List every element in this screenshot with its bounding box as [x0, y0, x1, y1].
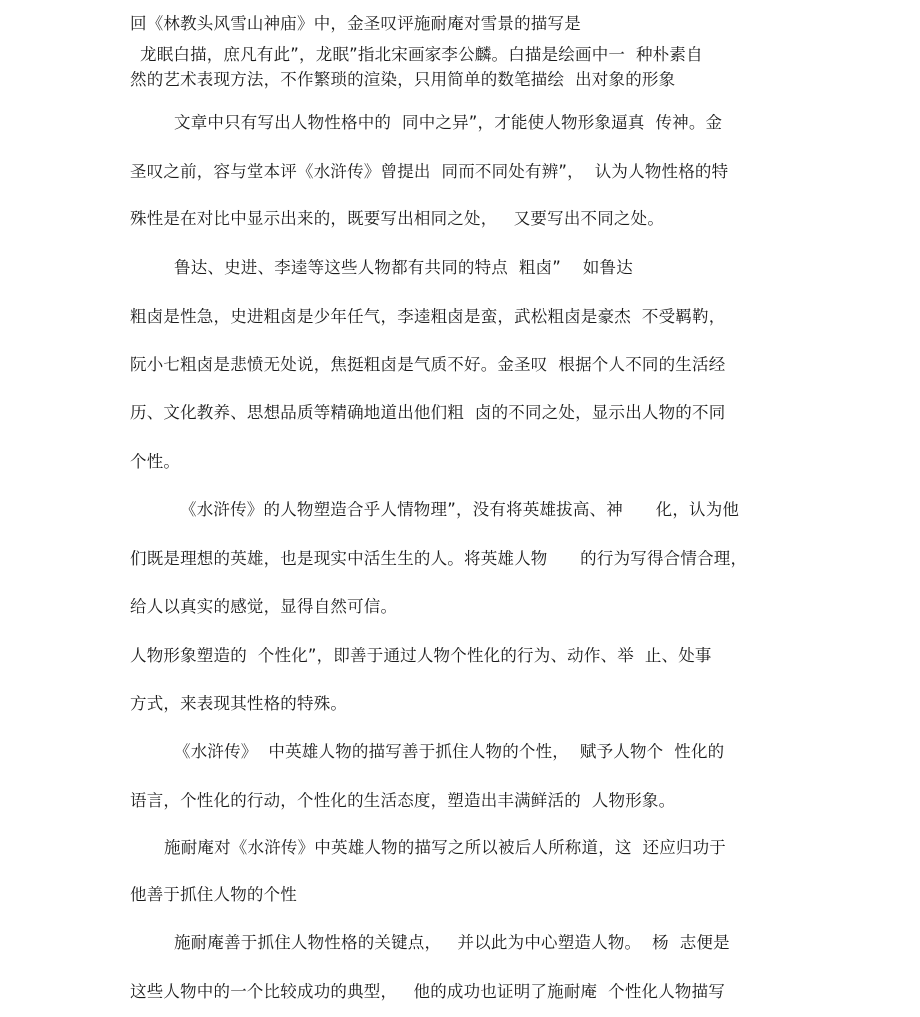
text-line: 殊性是在对比中显示出来的，既要写出相同之处， 又要写出不同之处。 — [130, 209, 665, 228]
text-line: 这些人物中的一个比较成功的典型， 他的成功也证明了施耐庵 个性化人物描写 — [130, 982, 726, 1001]
text-line: 方式，来表现其性格的特殊。 — [130, 694, 348, 713]
text-line: 然的艺术表现方法，不作繁琐的渲染，只用简单的数笔描绘 出对象的形象 — [130, 70, 676, 89]
text-line: 给人以真实的感觉，显得自然可信。 — [130, 597, 398, 616]
text-line: 回《林教头风雪山神庙》中，金圣叹评施耐庵对雪景的描写是 — [130, 14, 581, 33]
text-line: 他善于抓住人物的个性 — [130, 885, 297, 904]
text-line: 圣叹之前，容与堂本评《水浒传》曾提出 同而不同处有辨”， 认为人物性格的特 — [130, 162, 729, 181]
text-line: 鲁达、史进、李逵等这些人物都有共同的特点 粗卤” 如鲁达 — [174, 258, 633, 277]
text-line: 历、文化教养、思想品质等精确地道出他们粗 卤的不同之处，显示出人物的不同 — [130, 403, 726, 422]
text-line: 语言，个性化的行动，个性化的生活态度，塑造出丰满鲜活的 人物形象。 — [130, 791, 676, 810]
text-line: 《水浒传》的人物塑造合乎人情物理”，没有将英雄拔高、神 化，认为他 — [180, 500, 740, 519]
text-line: 阮小七粗卤是悲愤无处说，焦挺粗卤是气质不好。金圣叹 根据个人不同的生活经 — [130, 355, 726, 374]
text-line: 文章中只有写出人物性格中的 同中之异”，才能使人物形象逼真 传神。金 — [174, 113, 723, 132]
text-line: 施耐庵善于抓住人物性格的关键点， 并以此为中心塑造人物。 杨 志便是 — [174, 933, 730, 952]
text-line: 龙眠白描，庶凡有此”，龙眠”指北宋画家李公麟。白描是绘画中一 种朴素自 — [140, 45, 703, 64]
text-line: 们既是理想的英雄，也是现实中活生生的人。将英雄人物 的行为写得合情合理， — [130, 549, 748, 568]
text-line: 施耐庵对《水浒传》中英雄人物的描写之所以被后人所称道，这 还应归功于 — [164, 838, 726, 857]
text-line: 《水浒传》 中英雄人物的描写善于抓住人物的个性， 赋予人物个 性化的 — [174, 742, 725, 761]
text-line: 人物形象塑造的 个性化”，即善于通过人物个性化的行为、动作、举 止、处事 — [130, 646, 712, 665]
text-line: 粗卤是性急，史进粗卤是少年任气，李逵粗卤是蛮，武松粗卤是豪杰 不受羁靮， — [130, 307, 726, 326]
text-line: 个性。 — [130, 452, 181, 471]
